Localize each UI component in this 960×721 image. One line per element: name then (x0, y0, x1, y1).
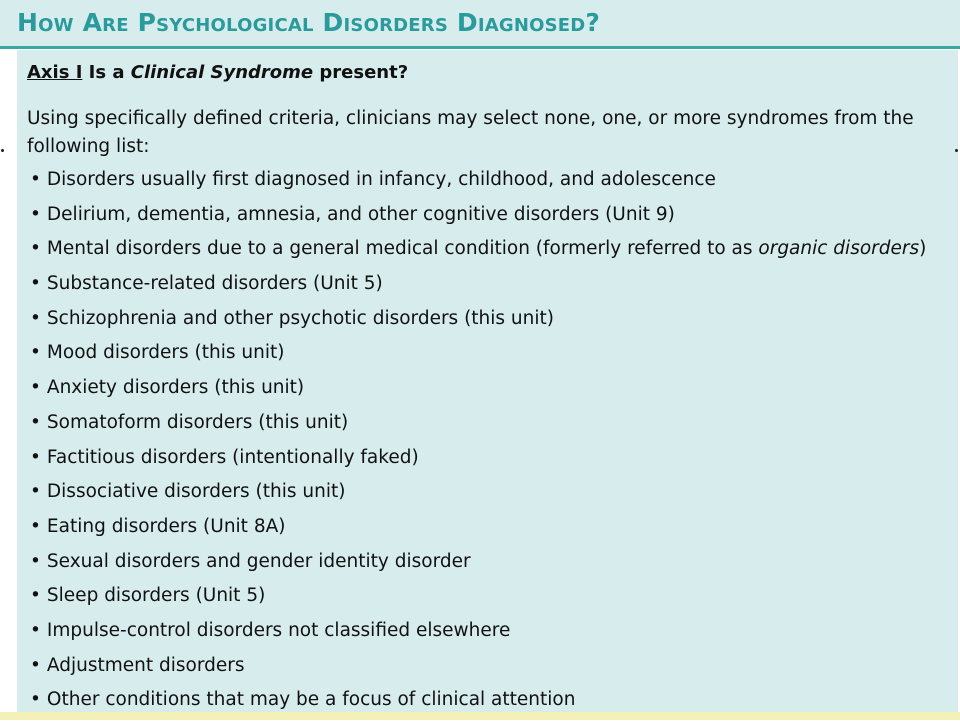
list-item (30, 409, 926, 444)
list-item (30, 582, 926, 617)
intro-text: Using specifically defined criteria, clinicians may select none, one, or more syndromes from the following list: (27, 108, 914, 157)
bullet-icon: • (30, 515, 41, 537)
axis-question-prefix: Is a (82, 62, 131, 83)
list-item-text: Sleep disorders (Unit 5) (46, 585, 266, 607)
list-item-text: Somatoform disorders (this unit) (46, 411, 349, 433)
list-item-text: Delirium, dementia, amnesia, and other cognitive disorders (Unit 9) (46, 203, 675, 225)
bullet-icon: • (30, 342, 41, 364)
bullet-icon: • (30, 273, 41, 295)
edge-mark-left (1, 149, 4, 152)
list-item (30, 617, 926, 652)
list-item-close: ) (919, 238, 927, 260)
list-item-text: Mood disorders (this unit) (46, 342, 285, 364)
list-item-text: Other conditions that may be a focus of clinical attention (46, 689, 576, 711)
list-item-text: Disorders usually first diagnosed in infancy, childhood, and adolescence (46, 169, 716, 190)
axis-question-suffix: present? (313, 62, 409, 83)
title-rule (0, 46, 960, 49)
bullet-icon: • (30, 411, 41, 433)
list-item-italic: organic disorders (758, 238, 920, 260)
list-item (30, 513, 926, 548)
edge-mark-right (955, 149, 958, 152)
list-item-text: Substance-related disorders (Unit 5) (46, 273, 383, 295)
bullet-icon: • (30, 238, 41, 260)
bullet-icon: • (30, 654, 41, 676)
bottom-strip (0, 712, 960, 720)
list-item (30, 374, 926, 409)
syndrome-list (30, 166, 926, 721)
list-item-text: Mental disorders due to a general medical condition (formerly referred to as (46, 238, 759, 260)
bullet-icon: • (30, 203, 41, 225)
bullet-icon: • (30, 307, 41, 329)
list-item (30, 270, 926, 305)
list-item (30, 339, 926, 374)
axis-question-italic: Clinical Syndrome (130, 62, 314, 83)
list-item (30, 235, 926, 270)
bullet-icon: • (30, 169, 41, 190)
list-item-text: Sexual disorders and gender identity disorder (46, 550, 471, 572)
list-item (30, 444, 926, 479)
bullet-icon: • (30, 619, 41, 641)
list-item (30, 305, 926, 340)
axis-label: Axis I (27, 62, 83, 83)
list-item (30, 201, 926, 236)
axis-heading (27, 62, 408, 83)
list-item-text: Impulse-control disorders not classified elsewhere (46, 619, 511, 641)
list-item-text: Anxiety disorders (this unit) (46, 377, 305, 399)
list-item-text: Factitious disorders (intentionally faked) (46, 446, 419, 468)
list-item (30, 478, 926, 513)
list-item-text: Eating disorders (Unit 8A) (46, 515, 286, 537)
bullet-icon: • (30, 585, 41, 607)
bullet-icon: • (30, 377, 41, 399)
list-item-text: Adjustment disorders (46, 654, 245, 676)
page-title: How Are Psychological Disorders Diagnosed? (17, 8, 601, 37)
bullet-icon: • (30, 550, 41, 572)
list-item (30, 166, 926, 201)
list-item-text: Schizophrenia and other psychotic disorders (this unit) (46, 307, 554, 329)
list-item-text: Dissociative disorders (this unit) (46, 481, 346, 503)
bullet-icon: • (30, 689, 41, 711)
list-item (30, 652, 926, 687)
list-item (30, 548, 926, 583)
bullet-icon: • (30, 481, 41, 503)
bullet-icon: • (30, 446, 41, 468)
